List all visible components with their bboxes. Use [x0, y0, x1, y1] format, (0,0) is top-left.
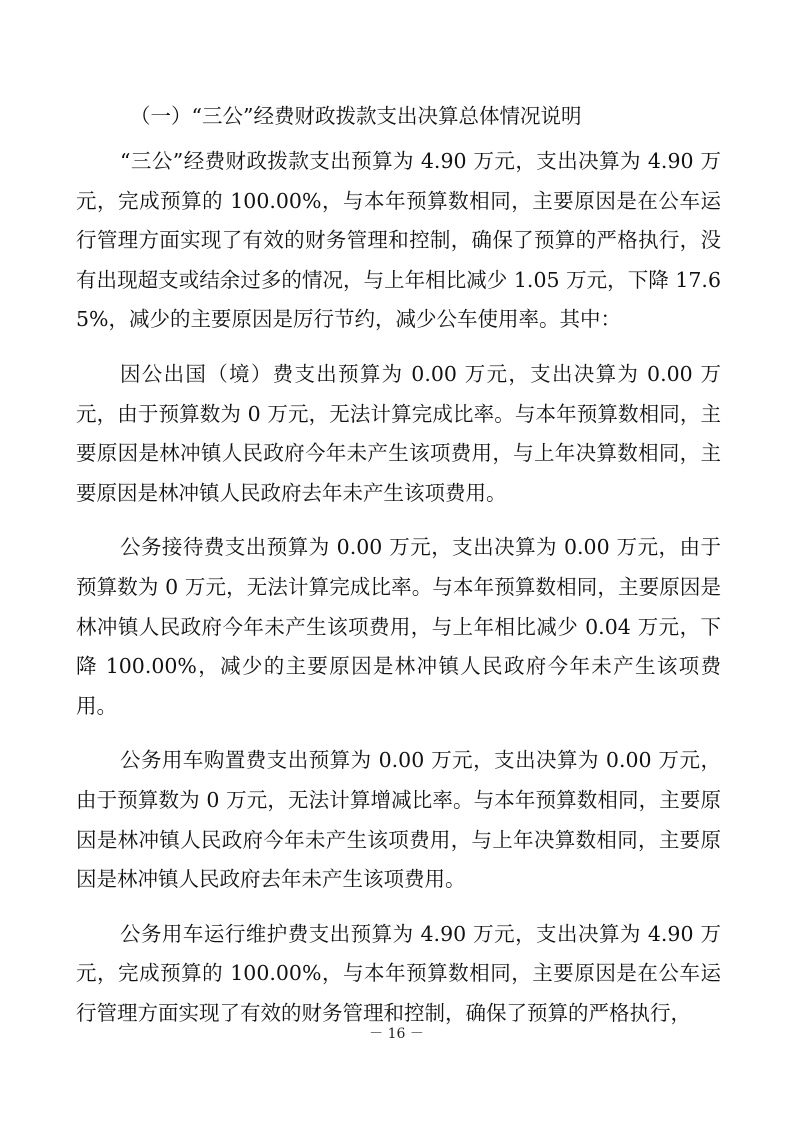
paragraph-vehicle-purchase: 公务用车购置费支出预算为 0.00 万元，支出决算为 0.00 万元，由于预算数为 0 万元，无法计算增减比率。与本年预算数相同，主要原因是林冲镇人民政府今年未产生该项费用，与上年决算数相同，主要原因是林冲镇人民政府去年未产生该项费用。: [76, 748, 721, 892]
section-heading: （一）“三公”经费财政拨款支出决算总体情况说明: [130, 104, 582, 128]
paragraph-official-reception: 公务接待费支出预算为 0.00 万元，支出决算为 0.00 万元，由于预算数为 0 万元，无法计算完成比率。与本年预算数相同，主要原因是林冲镇人民政府今年未产生该项费用，与上年相比减少 0.04 万元，下降 100.00%，减少的主要原因是林冲镇人民政府今年未产生该项费用。: [76, 535, 721, 718]
page-number: － 16 －: [369, 1026, 424, 1042]
paragraph-overview: “三公”经费财政拨款支出预算为 4.90 万元，支出决算为 4.90 万元，完成预算的 100.00%，与本年预算数相同，主要原因是在公车运行管理方面实现了有效的财务管理和控制，确保了预算的严格执行，没有出现超支或结余过多的情况，与上年相比减少 1.05 万元，下降 17.65%，减少的主要原因是厉行节约，减少公车使用率。其中：: [76, 149, 721, 332]
paragraph-vehicle-maintenance: 公务用车运行维护费支出预算为 4.90 万元，支出决算为 4.90 万元，完成预算的 100.00%，与本年预算数相同，主要原因是在公车运行管理方面实现了有效的财务管理和控制，确保了预算的严格执行，: [76, 921, 721, 1025]
document-body: [76, 97, 721, 1048]
paragraph-overseas-travel: 因公出国（境）费支出预算为 0.00 万元，支出决算为 0.00 万元，由于预算数为 0 万元，无法计算完成比率。与本年预算数相同，主要原因是林冲镇人民政府今年未产生该项费用，与上年决算数相同，主要原因是林冲镇人民政府去年未产生该项费用。: [76, 361, 721, 505]
